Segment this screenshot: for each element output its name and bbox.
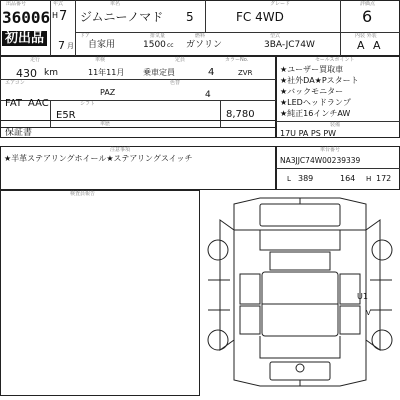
lot-number-label: 出品番号 — [6, 1, 27, 7]
color-change-label: 色替 — [170, 80, 181, 86]
capacity-text: 乗車定員 — [143, 68, 175, 77]
chassis-number: NA3JJC74W00239339 — [280, 156, 361, 165]
sales-point-5: ★純正16インチAW — [280, 109, 351, 118]
shift: E5R — [56, 110, 76, 121]
price: 8,780 — [226, 109, 255, 120]
dim-height: 172 — [376, 174, 392, 183]
year-era: H — [52, 11, 59, 20]
damage-mark-u1: U1 — [357, 292, 368, 301]
car-history: 保証書 — [5, 128, 33, 138]
inspector-label: 検査員報告 — [70, 191, 96, 197]
car-history-frame — [0, 120, 276, 138]
fuel: ガソリン — [186, 40, 223, 50]
year-label: 年式 — [53, 1, 64, 7]
car-name-label: 車名 — [110, 1, 121, 7]
ac-label: エアコン — [5, 80, 25, 86]
dim-length-label: L — [287, 175, 291, 183]
options: 17U PA PS PW — [280, 129, 337, 138]
grade-number: 5 — [186, 10, 194, 24]
inspection-label: 車検 — [95, 57, 106, 63]
transmission: FAT — [5, 98, 23, 109]
month: 7 — [58, 39, 65, 52]
mileage-label: 走行 — [30, 57, 41, 63]
damage-mark-v: V — [366, 309, 371, 317]
capacity-label: 定員 — [175, 57, 186, 63]
grade: FC 4WD — [236, 10, 284, 24]
chassis-label: 車台番号 — [320, 147, 341, 153]
notes: ★半革ステアリングホイール★ステアリングスイッチ — [4, 154, 193, 163]
score-label: 評価点 — [360, 1, 376, 7]
capacity: 4 — [208, 67, 215, 78]
notes-frame — [0, 146, 276, 190]
month-unit: 月 — [67, 42, 74, 50]
ac-count: 4 — [205, 90, 211, 100]
fuel-label: 燃料 — [195, 33, 206, 39]
model-code: 3BA-JC74W — [264, 40, 315, 50]
first-listing-badge: 初出品 — [2, 31, 47, 46]
exterior-grade: A — [373, 39, 381, 52]
sales-label: セールスポイント — [315, 57, 355, 63]
score: 6 — [362, 7, 373, 26]
int-ext-label: 内装 外装 — [355, 33, 377, 39]
color-no-label: カラーNo. — [225, 57, 249, 63]
year: 7 — [59, 9, 68, 24]
notes-label: 注意事項 — [110, 147, 131, 153]
sales-point-1: ★ユーザー買取車 — [280, 65, 344, 74]
model-label: 型式 — [270, 33, 281, 39]
mileage: 430 — [16, 67, 37, 80]
shift-label: シフト — [80, 101, 96, 107]
inspection-date: 11年11月 — [88, 68, 125, 77]
mileage-unit: km — [44, 68, 58, 78]
cc-label: 排気量 — [150, 33, 166, 39]
dim-width: 164 — [340, 174, 356, 183]
equipment-label: 装備 — [330, 122, 341, 128]
sales-point-4: ★LEDヘッドランプ — [280, 98, 351, 107]
car-history-label: 車歴 — [100, 121, 111, 127]
door-label: ドア — [80, 33, 90, 39]
displacement-unit: cc — [167, 42, 174, 49]
grade-label: グレード — [270, 1, 291, 7]
car-name: ジムニーノマド — [80, 10, 164, 24]
lot-number: 36006 — [2, 8, 51, 27]
sales-point-2: ★社外DA★Pスタート — [280, 76, 359, 85]
sales-point-3: ★バックモニター — [280, 87, 344, 96]
dim-height-label: H — [366, 175, 372, 183]
inspector-frame — [0, 190, 200, 396]
color-no: ZVR — [238, 69, 253, 77]
color-code: PAZ — [100, 88, 116, 97]
usage: 自家用 — [88, 40, 116, 50]
dim-length: 389 — [298, 174, 314, 183]
car-damage-diagram — [200, 190, 400, 396]
displacement: 1500 — [143, 40, 166, 50]
interior-grade: A — [357, 39, 365, 52]
aircon: AAC — [28, 98, 49, 109]
